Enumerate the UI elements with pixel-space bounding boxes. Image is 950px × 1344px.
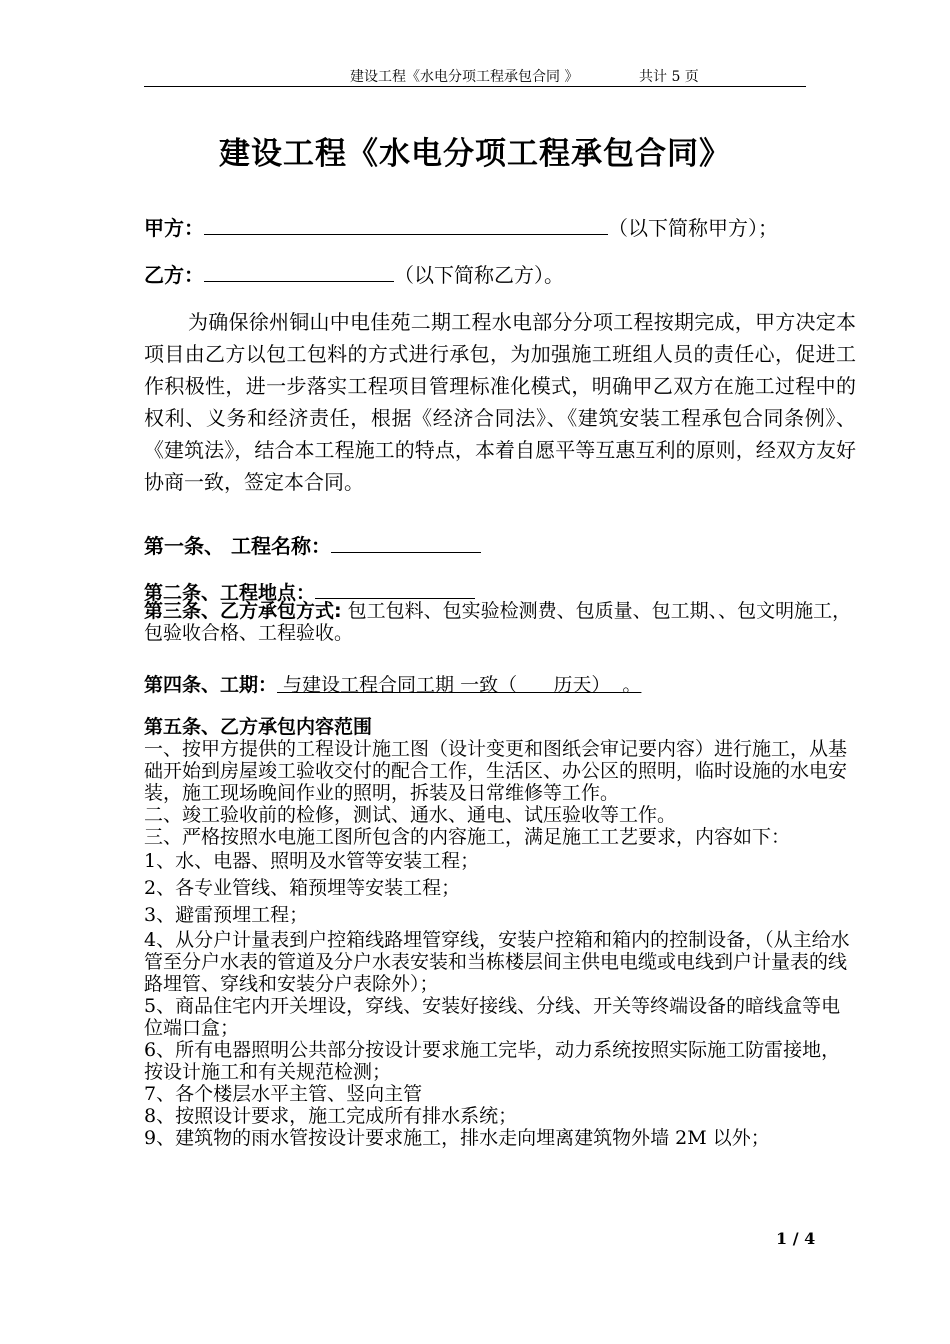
article-2-blank	[315, 580, 475, 599]
article-5	[144, 716, 856, 1149]
party-a-blank	[204, 216, 608, 235]
list-item: 一、按甲方提供的工程设计施工图（设计变更和图纸会审记要内容）进行施工，从基础开始到房屋竣工验收交付的配合工作，生活区、办公区的照明，临时设施的水电安装，施工现场晚间作业的照明，拆装及日常维修等工作。	[144, 738, 848, 804]
header-doc-name: 建设工程《水电分项工程承包合同 》	[350, 69, 579, 85]
article-3-text: 包工包料、包实验检测费、包质量、包工期、、包文明施工，包验收合格、工程验收。	[144, 600, 852, 644]
article-5-label: 第五条、乙方承包内容范围	[144, 716, 373, 738]
intro-paragraph: 为确保徐州铜山中电佳苑二期工程水电部分分项工程按期完成，甲方决定本项目由乙方以包工包料的方式进行承包，为加强施工班组人员的责任心，促进工作积极性，进一步落实工程项目管理标准化模式，明确甲乙双方在施工过程中的权利、义务和经济责任，根据《经济合同法》、《建筑安装工程承包合同条例》、《建筑法》，结合本工程施工的特点，本着自愿平等互惠互利的原则，经双方友好协商一致，签定本合同。	[144, 310, 856, 494]
article-3-label: 第三条、乙方承包方式:	[144, 600, 342, 622]
page-number: 1 / 4	[776, 1229, 816, 1248]
document-title: 建设工程《水电分项工程承包合同》	[219, 136, 731, 172]
article-4	[144, 670, 641, 697]
party-b-suffix: （以下简称乙方）。	[394, 263, 564, 287]
party-a-label: 甲方：	[144, 216, 204, 240]
article-1	[144, 530, 481, 559]
party-b-line	[144, 259, 564, 288]
list-item: 3、避雷预埋工程；	[144, 904, 309, 926]
list-item: 8、按照设计要求，施工完成所有排水系统；	[144, 1105, 518, 1127]
list-item: 7、各个楼层水平主管、竖向主管	[144, 1083, 423, 1105]
list-item: 4、从分户计量表到户控箱线路埋管穿线，安装户控箱和箱内的控制设备，（从主给水管至分户水表的管道及分户水表安装和当栋楼层间主供电电缆或电线到户计量表的线路埋管、穿线和安装分户表除外）；	[144, 929, 850, 995]
header-page-total: 共计 5 页	[639, 69, 699, 85]
article-4-label: 第四条、工期：	[144, 674, 278, 696]
page-header	[144, 64, 806, 87]
list-item: 2、各专业管线、箱预埋等安装工程；	[144, 877, 461, 899]
article-3	[144, 600, 856, 644]
article-1-label: 第一条、 工程名称：	[144, 534, 331, 558]
article-1-blank	[331, 534, 481, 553]
list-item: 三、严格按照水电施工图所包含的内容施工，满足施工工艺要求，内容如下：	[144, 826, 791, 848]
article-4-text: 与建设工程合同工期 一致（ 历天） 。	[277, 674, 642, 696]
list-item: 9、建筑物的雨水管按设计要求施工，排水走向埋离建筑物外墙 2M 以外；	[144, 1127, 770, 1149]
party-b-label: 乙方：	[144, 263, 204, 287]
party-a-suffix: （以下简称甲方）；	[608, 216, 778, 240]
list-item: 5、商品住宅内开关埋设，穿线、安装好接线、分线、开关等终端设备的暗线盒等电位端口盒；	[144, 995, 841, 1039]
list-item: 6、所有电器照明公共部分按设计要求施工完毕，动力系统按照实际施工防雷接地，按设计施工和有关规范检测；	[144, 1039, 841, 1083]
party-b-blank	[204, 263, 394, 282]
party-a-line	[144, 212, 778, 241]
list-item: 1、水、电器、照明及水管等安装工程；	[144, 850, 480, 872]
article-2-label: 第二条、工程地点：	[144, 582, 316, 604]
list-item: 二、竣工验收前的检修，测试、通水、通电、试压验收等工作。	[144, 804, 677, 826]
